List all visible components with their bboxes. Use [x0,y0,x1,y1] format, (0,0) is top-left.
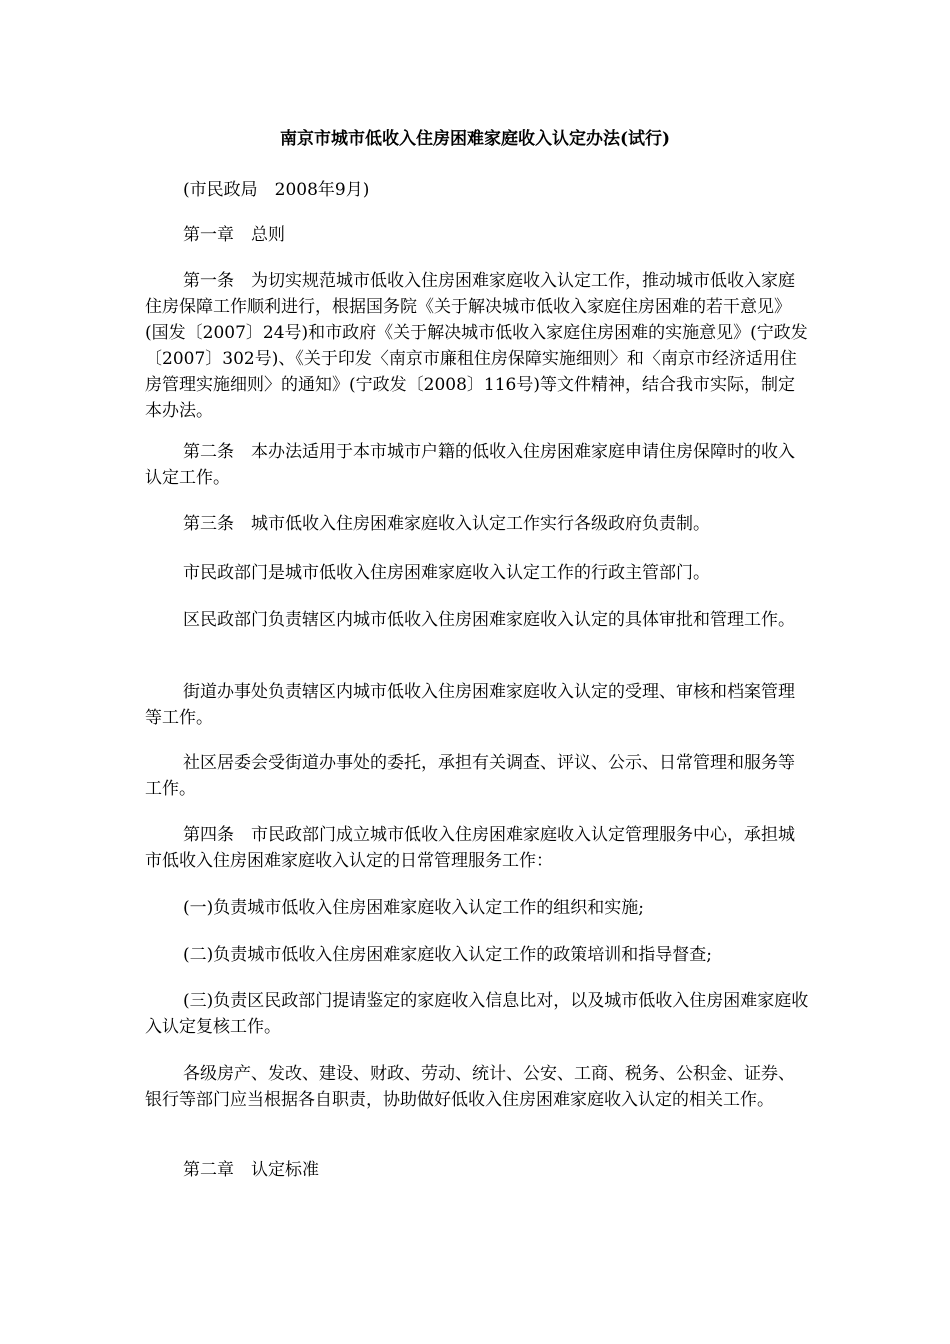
article-3-paragraph-5: 社区居委会受街道办事处的委托，承担有关调查、评议、公示、日常管理和服务等工作。 [145,753,795,799]
article-3-paragraph-4: 街道办事处负责辖区内城市低收入住房困难家庭收入认定的受理、审核和档案管理等工作。 [145,682,795,728]
article-3-paragraph-3: 区民政部门负责辖区内城市低收入住房困难家庭收入认定的具体审批和管理工作。 [183,610,795,630]
article-4-item-3: (三)负责区民政部门提请鉴定的家庭收入信息比对，以及城市低收入住房困难家庭收入认定复核工作。 [145,991,809,1037]
article-3-paragraph-2: 市民政部门是城市低收入住房困难家庭收入认定工作的行政主管部门。 [183,563,710,583]
document-title: 南京市城市低收入住房困难家庭收入认定办法(试行) [279,129,671,149]
article-2: 第二条 本办法适用于本市城市户籍的低收入住房困难家庭申请住房保障时的收入认定工作。 [145,442,795,488]
article-4-paragraph-2: 各级房产、发改、建设、财政、劳动、统计、公安、工商、税务、公积金、证券、银行等部门应当根据各自职责，协助做好低收入住房困难家庭收入认定的相关工作。 [145,1064,795,1110]
chapter-heading-1: 第一章 总则 [183,225,285,245]
article-4-item-2: (二)负责城市低收入住房困难家庭收入认定工作的政策培训和指导督查; [183,945,712,965]
article-4-item-1: (一)负责城市低收入住房困难家庭收入认定工作的组织和实施; [183,898,644,918]
article-1: 第一条 为切实规范城市低收入住房困难家庭收入认定工作，推动城市低收入家庭住房保障工作顺利进行，根据国务院《关于解决城市低收入家庭住房困难的若干意见》(国发〔2007〕24号)和市政府《关于解决城市低收入家庭住房困难的实施意见》(宁政发〔2007〕302号)、《关于印发〈南京市廉租住房保障实施细则〉和〈南京市经济适用住房管理实施细则〉的通知》(宁政发〔2008〕116号)等文件精神，结合我市实际，制定本办法。 [145,271,808,421]
article-4: 第四条 市民政部门成立城市低收入住房困难家庭收入认定管理服务中心，承担城市低收入住房困难家庭收入认定的日常管理服务工作： [145,825,795,871]
chapter-heading-2: 第二章 认定标准 [183,1160,319,1180]
article-3: 第三条 城市低收入住房困难家庭收入认定工作实行各级政府负责制。 [183,514,710,534]
issuer-date-line: (市民政局 2008年9月) [183,180,370,200]
